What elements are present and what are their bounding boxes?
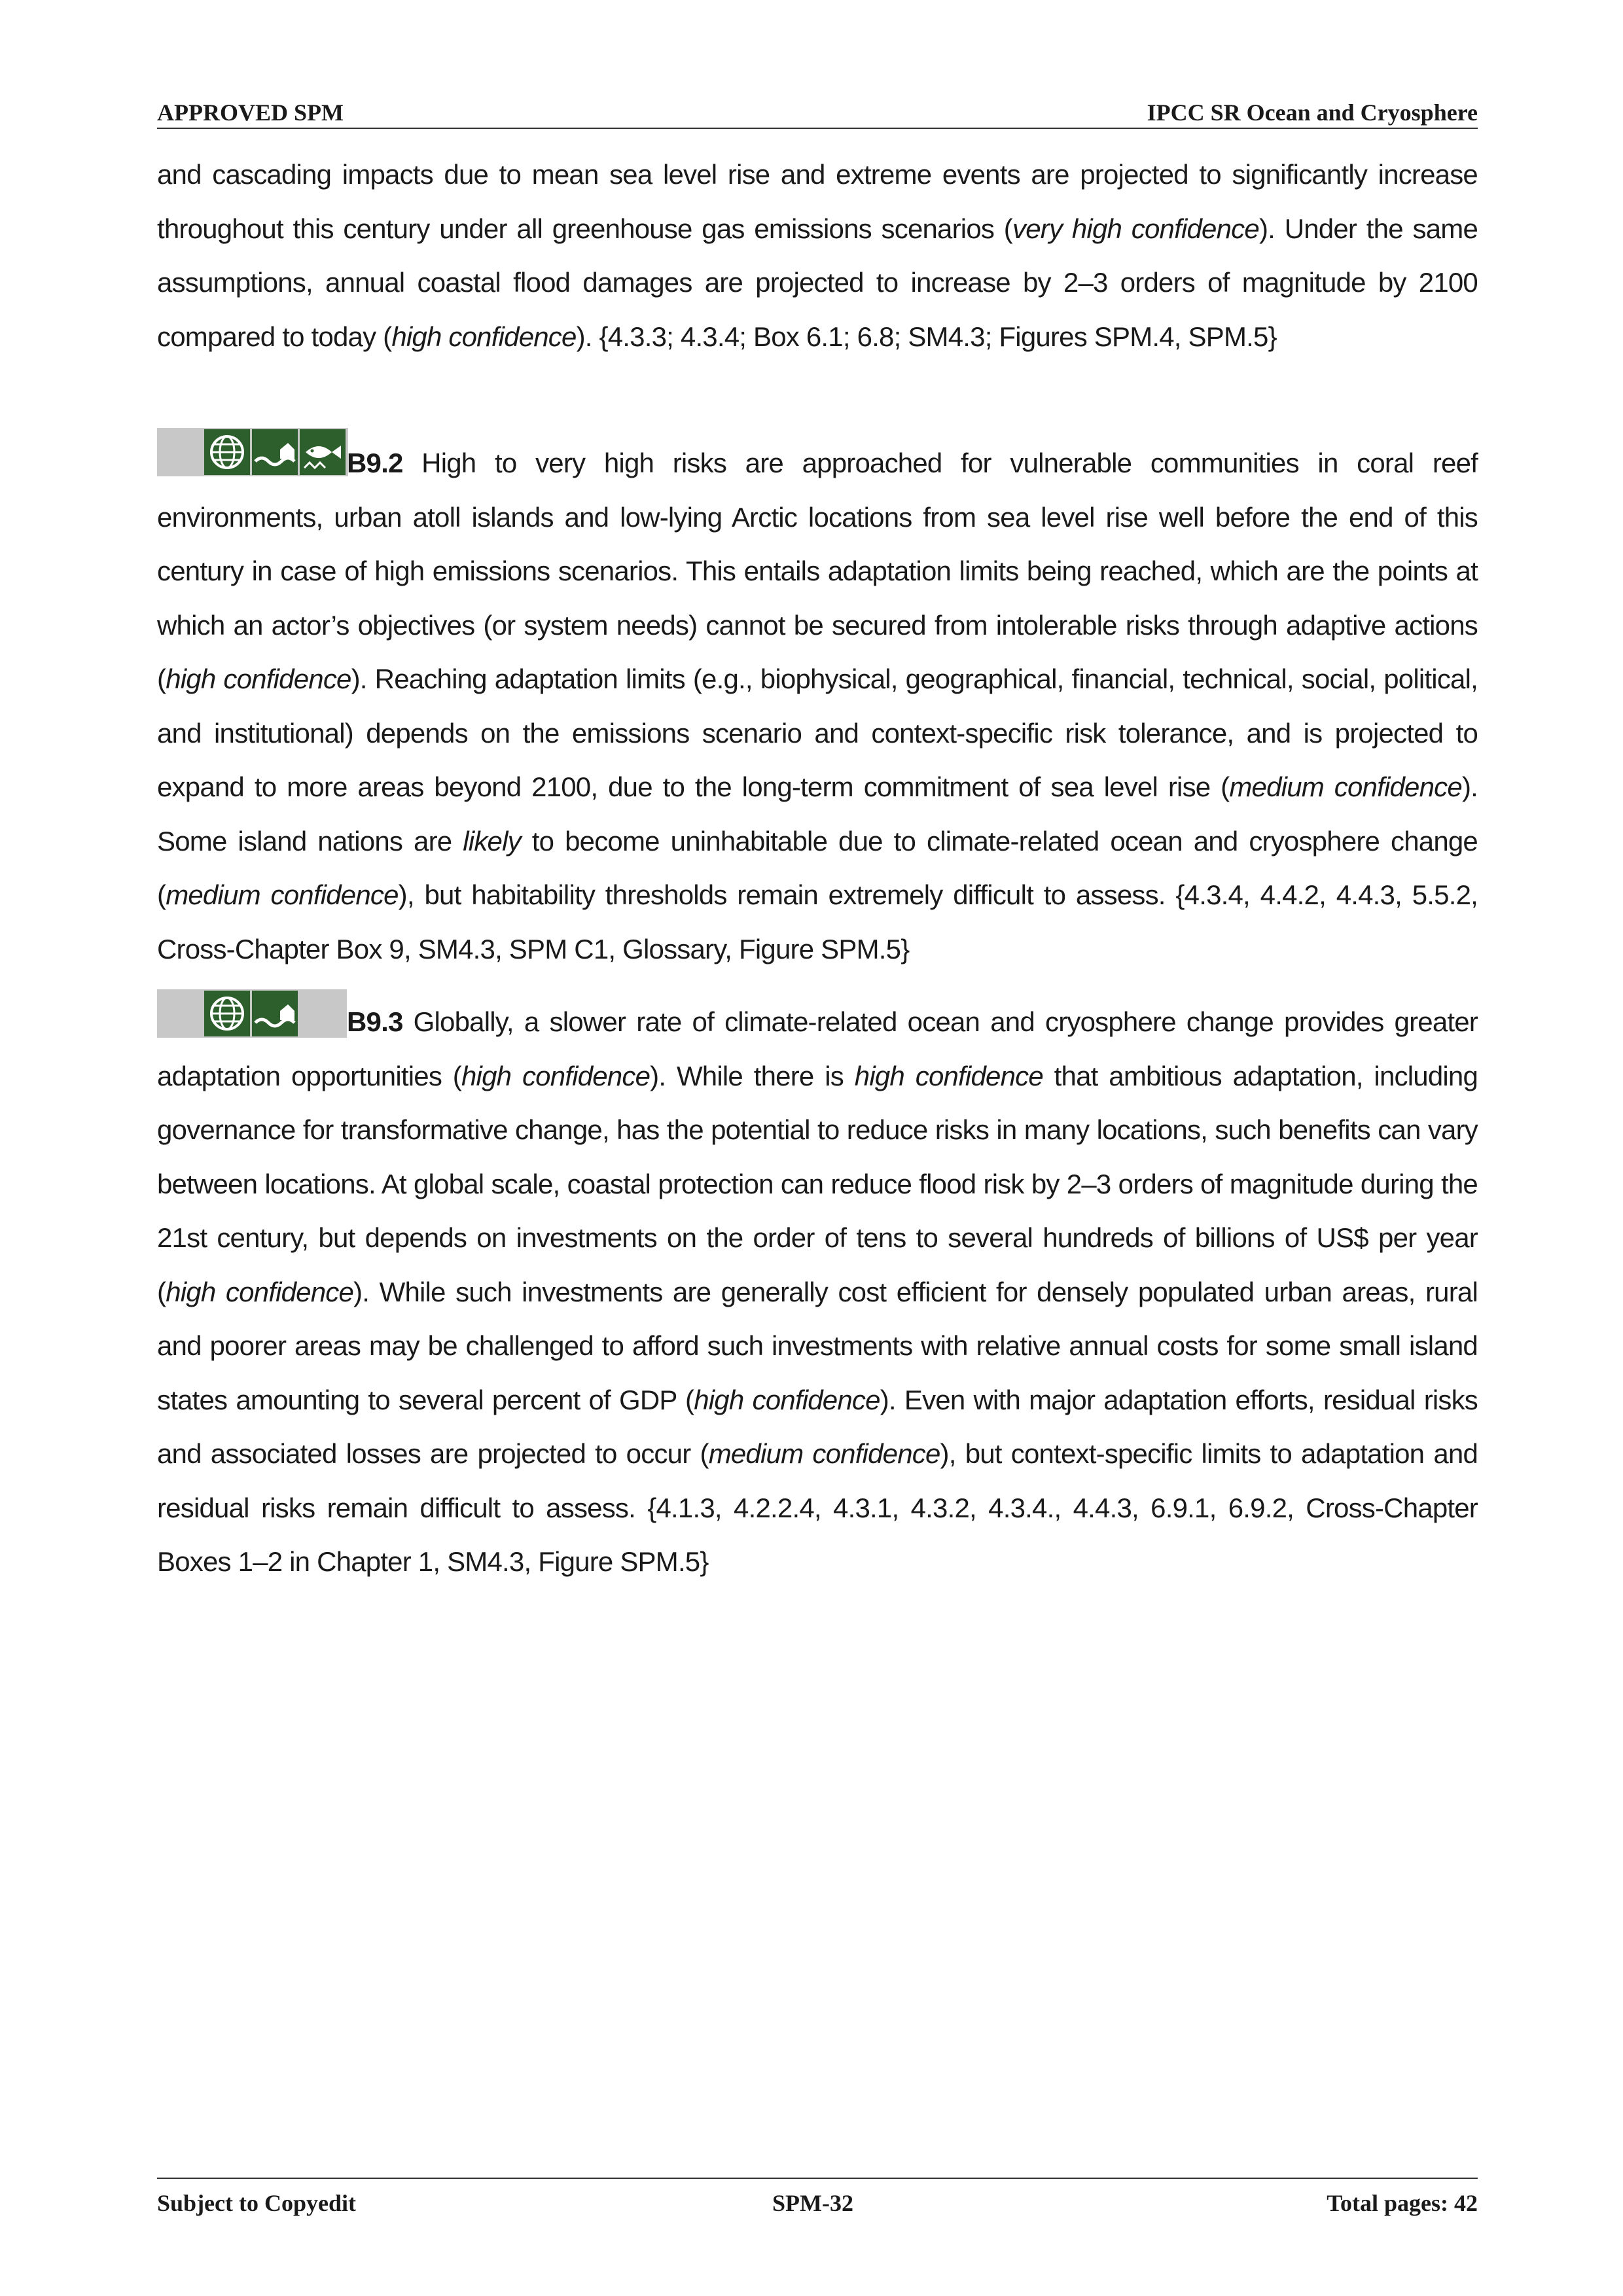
total-pages: Total pages: 42 (1327, 2190, 1478, 2216)
section-code: B9.3 (347, 1006, 403, 1037)
paragraph-b9-1-continuation: and cascading impacts due to mean sea level rise and extreme events are projected to significantly increase throughout this century under all greenhouse gas emissions scenarios (very high confidence). Under the same assumptions, annual coastal flood damages are projected to increase by 2–3 orders of magnitude by 2100 compared to today (high confidence). {4.3.3; 4.3.4; Box 6.1; 6.8; SM4.3; Figures SPM.4, SPM.5} (157, 159, 1478, 352)
paragraph-b9-2: B9.2 High to very high risks are approached for vulnerable communities in coral reef environments, urban atoll islands and low-lying Arctic locations from sea level rise well before the end of this century in case of high emissions scenarios. This entails adaptation limits being reached, which are the points at which an actor’s objectives (or system needs) cannot be secured from intolerable risks through adaptive actions (high confidence). Reaching adaptation limits (e.g., biophysical, geographical, financial, technical, social, political, and institutional) depends on the emissions scenario and context-specific risk tolerance, and is projected to expand to more areas beyond 2100, due to the long-term commitment of sea level rise (medium confidence). Some island nations are likely to become uninhabitable due to climate-related ocean and cryosphere change (medium confidence), but habitability thresholds remain extremely difficult to assess. {4.3.4, 4.4.2, 4.4.3, 5.5.2, Cross-Chapter Box 9, SM4.3, SPM C1, Glossary, Figure SPM.5} (157, 448, 1478, 964)
page-footer (157, 2178, 1478, 2218)
section-code: B9.2 (347, 448, 403, 478)
header-right: IPCC SR Ocean and Cryosphere (1147, 99, 1478, 126)
header-left: APPROVED SPM (157, 99, 344, 126)
paragraph-b9-3: B9.3 Globally, a slower rate of climate-related ocean and cryosphere change provides greater adaptation opportunities (high confidence). While there is high confidence that ambitious adaptation, including governance for transformative change, has the potential to reduce risks in many locations, such benefits can vary between locations. At global scale, coastal protection can reduce flood risk by 2–3 orders of magnitude during the 21st century, but depends on investments on the order of tens to several hundreds of billions of US$ per year (high confidence). While such investments are generally cost efficient for densely populated urban areas, rural and poorer areas may be challenged to afford such investments with relative annual costs for some small island states amounting to several percent of GDP (high confidence). Even with major adaptation efforts, residual risks and associated losses are projected to occur (medium confidence), but context-specific limits to adaptation and residual risks remain difficult to assess. {4.1.3, 4.2.2.4, 4.3.1, 4.3.2, 4.3.4., 4.4.3, 6.9.1, 6.9.2, Cross-Chapter Boxes 1–2 in Chapter 1, SM4.3, Figure SPM.5} (157, 1006, 1478, 1577)
page-header (157, 95, 1478, 129)
page-number: SPM-32 (772, 2190, 853, 2216)
footer-left: Subject to Copyedit (157, 2190, 356, 2216)
